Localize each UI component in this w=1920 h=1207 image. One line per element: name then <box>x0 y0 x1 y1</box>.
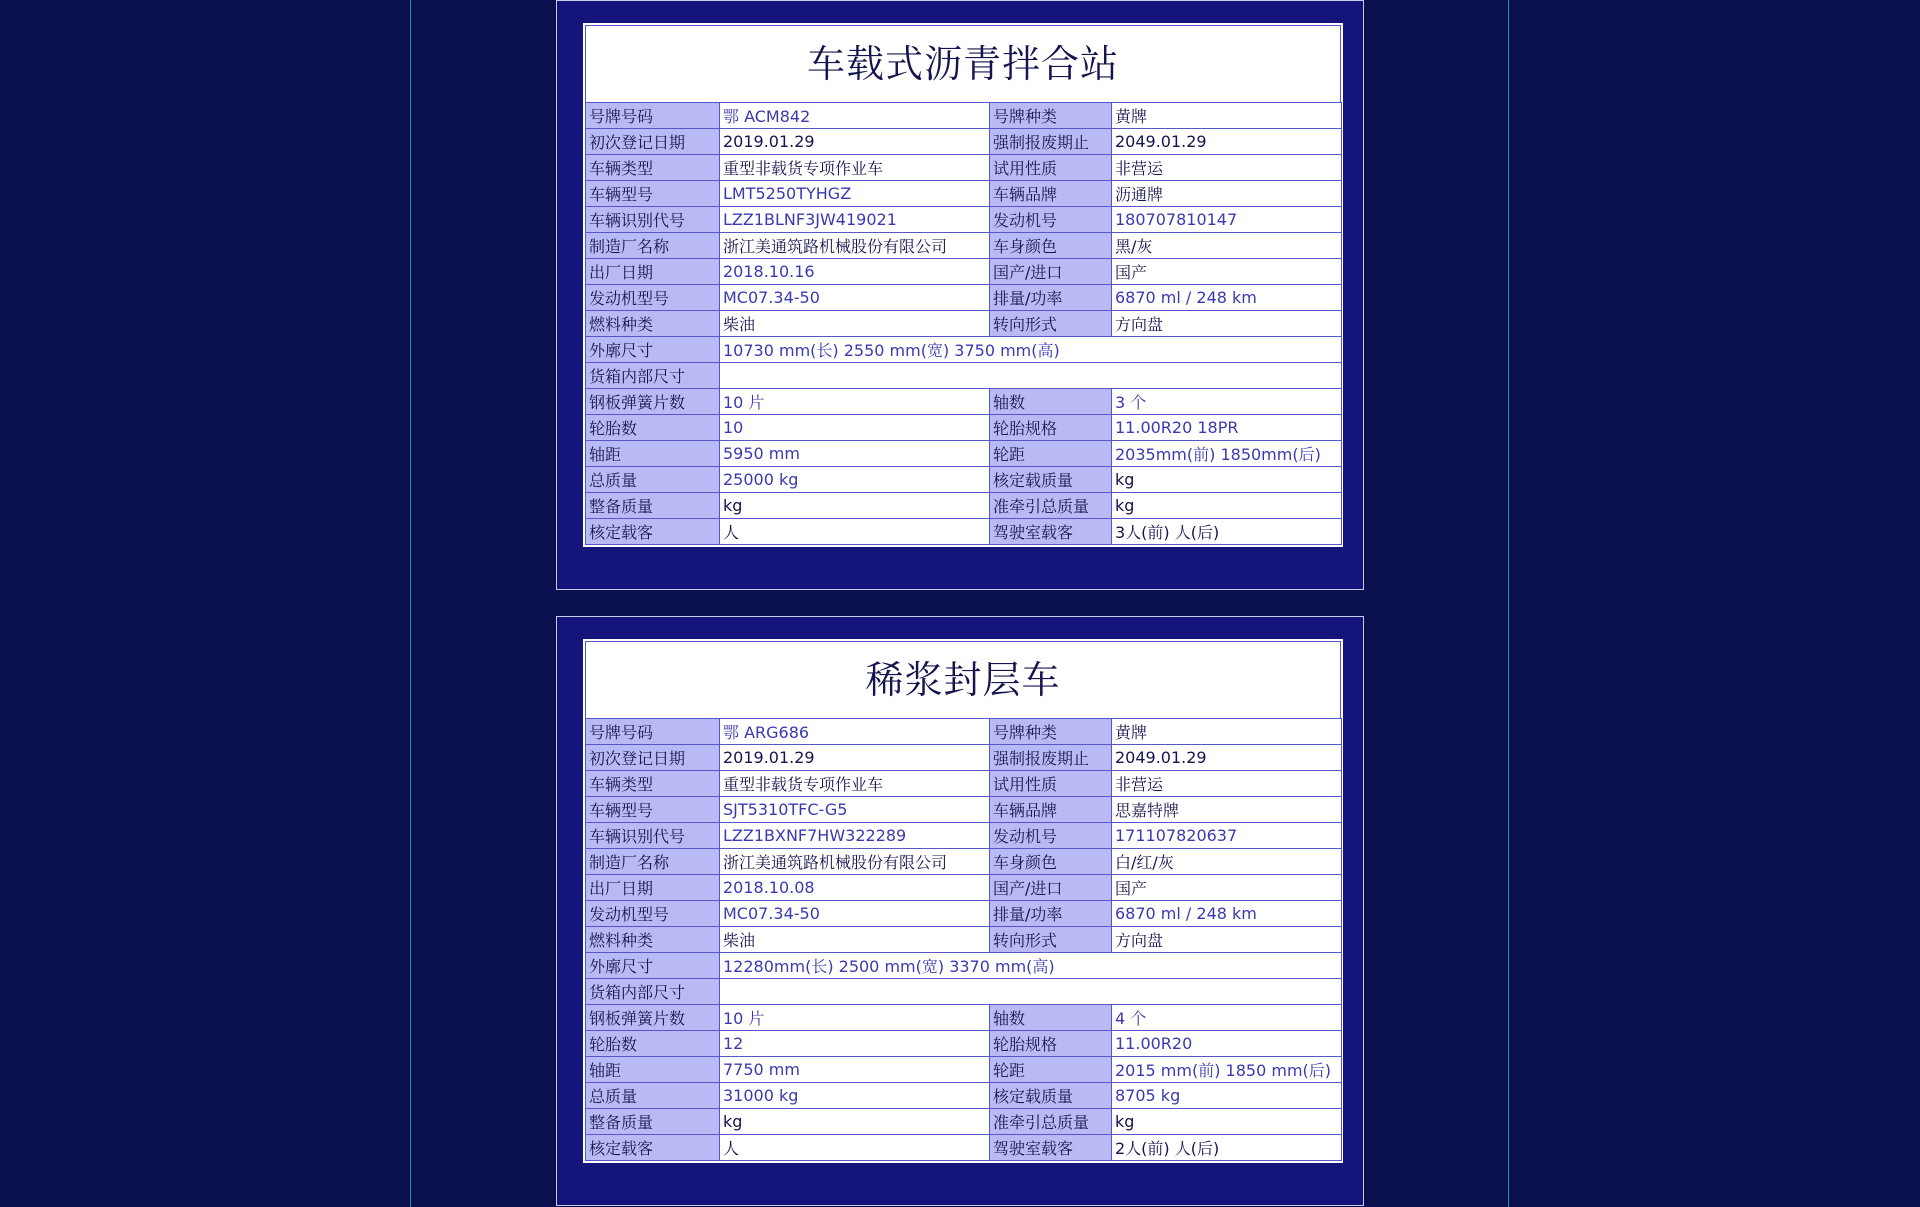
table-row <box>586 1083 1342 1109</box>
axles-value: 4 个 <box>1112 1005 1342 1031</box>
tire-spec-label: 轮胎规格 <box>990 1031 1112 1057</box>
wheelbase-label: 轴距 <box>586 1057 720 1083</box>
track-value: 2015 mm(前) 1850 mm(后) <box>1112 1057 1342 1083</box>
plate-type-value: 黄牌 <box>1112 719 1342 745</box>
engine-no-value: 171107820637 <box>1112 823 1342 849</box>
maker-label: 制造厂名称 <box>586 849 720 875</box>
tires-label: 轮胎数 <box>586 1031 720 1057</box>
tire-spec-label: 轮胎规格 <box>990 415 1112 441</box>
rated-load-label: 核定载质量 <box>990 467 1112 493</box>
springs-label: 钢板弹簧片数 <box>586 389 720 415</box>
mfg-date-value: 2018.10.08 <box>720 875 990 901</box>
scrap-date-value: 2049.01.29 <box>1112 745 1342 771</box>
table-row <box>586 207 1342 233</box>
table-row <box>586 415 1342 441</box>
dims-value: 10730 mm(长) 2550 mm(宽) 3750 mm(高) <box>720 337 1342 363</box>
vehicle-card-2 <box>556 616 1364 1206</box>
passengers-label: 核定载客 <box>586 519 720 545</box>
curb-mass-value: kg <box>720 1109 990 1135</box>
model-label: 车辆型号 <box>586 797 720 823</box>
curb-mass-label: 整备质量 <box>586 1109 720 1135</box>
table-row <box>586 467 1342 493</box>
vehicle-type-label: 车辆类型 <box>586 771 720 797</box>
table-row <box>586 389 1342 415</box>
model-value: LMT5250TYHGZ <box>720 181 990 207</box>
table-row <box>586 823 1342 849</box>
engine-no-value: 180707810147 <box>1112 207 1342 233</box>
curb-mass-value: kg <box>720 493 990 519</box>
fuel-value: 柴油 <box>720 311 990 337</box>
vehicle-title: 稀浆封层车 <box>585 641 1341 718</box>
gross-mass-value: 31000 kg <box>720 1083 990 1109</box>
table-row <box>586 953 1342 979</box>
fuel-label: 燃料种类 <box>586 927 720 953</box>
tire-spec-value: 11.00R20 18PR <box>1112 415 1342 441</box>
vehicle-info-table <box>585 102 1342 545</box>
engine-model-label: 发动机型号 <box>586 901 720 927</box>
axles-label: 轴数 <box>990 389 1112 415</box>
cab-label: 驾驶室载客 <box>990 1135 1112 1161</box>
scrap-date-label: 强制报废期止 <box>990 129 1112 155</box>
plate-no-value: 鄂 ARG686 <box>720 719 990 745</box>
tow-mass-label: 准牵引总质量 <box>990 1109 1112 1135</box>
model-value: SJT5310TFC-G5 <box>720 797 990 823</box>
table-row <box>586 1005 1342 1031</box>
power-label: 排量/功率 <box>990 285 1112 311</box>
passengers-label: 核定载客 <box>586 1135 720 1161</box>
table-row <box>586 797 1342 823</box>
cargo-dims-label: 货箱内部尺寸 <box>586 979 720 1005</box>
vehicle-info-table <box>585 718 1342 1161</box>
power-label: 排量/功率 <box>990 901 1112 927</box>
table-row <box>586 363 1342 389</box>
brand-value: 沥通牌 <box>1112 181 1342 207</box>
brand-label: 车辆品牌 <box>990 797 1112 823</box>
usage-label: 试用性质 <box>990 771 1112 797</box>
plate-no-label: 号牌号码 <box>586 103 720 129</box>
table-row <box>586 441 1342 467</box>
origin-value: 国产 <box>1112 875 1342 901</box>
table-row <box>586 771 1342 797</box>
plate-no-label: 号牌号码 <box>586 719 720 745</box>
table-row <box>586 311 1342 337</box>
reg-date-value: 2019.01.29 <box>720 745 990 771</box>
table-row <box>586 849 1342 875</box>
table-row <box>586 1031 1342 1057</box>
table-row <box>586 745 1342 771</box>
gross-mass-value: 25000 kg <box>720 467 990 493</box>
origin-label: 国产/进口 <box>990 259 1112 285</box>
power-value: 6870 ml / 248 km <box>1112 285 1342 311</box>
power-value: 6870 ml / 248 km <box>1112 901 1342 927</box>
gross-mass-label: 总质量 <box>586 1083 720 1109</box>
reg-date-value: 2019.01.29 <box>720 129 990 155</box>
vin-value: LZZ1BXNF7HW322289 <box>720 823 990 849</box>
vin-label: 车辆识别代号 <box>586 207 720 233</box>
tires-value: 10 <box>720 415 990 441</box>
passengers-value: 人 <box>720 519 990 545</box>
reg-date-label: 初次登记日期 <box>586 745 720 771</box>
maker-value: 浙江美通筑路机械股份有限公司 <box>720 233 990 259</box>
track-label: 轮距 <box>990 1057 1112 1083</box>
brand-label: 车辆品牌 <box>990 181 1112 207</box>
engine-model-value: MC07.34-50 <box>720 901 990 927</box>
table-row <box>586 155 1342 181</box>
table-row <box>586 103 1342 129</box>
tires-label: 轮胎数 <box>586 415 720 441</box>
mfg-date-label: 出厂日期 <box>586 875 720 901</box>
vehicle-sheet <box>583 23 1343 547</box>
table-row <box>586 493 1342 519</box>
springs-value: 10 片 <box>720 1005 990 1031</box>
table-row <box>586 259 1342 285</box>
tow-mass-value: kg <box>1112 493 1342 519</box>
vehicle-type-label: 车辆类型 <box>586 155 720 181</box>
wheelbase-value: 7750 mm <box>720 1057 990 1083</box>
steering-label: 转向形式 <box>990 311 1112 337</box>
scrap-date-label: 强制报废期止 <box>990 745 1112 771</box>
plate-type-label: 号牌种类 <box>990 103 1112 129</box>
mfg-date-label: 出厂日期 <box>586 259 720 285</box>
passengers-value: 人 <box>720 1135 990 1161</box>
plate-no-value: 鄂 ACM842 <box>720 103 990 129</box>
scrap-date-value: 2049.01.29 <box>1112 129 1342 155</box>
springs-value: 10 片 <box>720 389 990 415</box>
cab-value: 3人(前) 人(后) <box>1112 519 1342 545</box>
table-row <box>586 1057 1342 1083</box>
tires-value: 12 <box>720 1031 990 1057</box>
steering-value: 方向盘 <box>1112 927 1342 953</box>
mfg-date-value: 2018.10.16 <box>720 259 990 285</box>
table-row <box>586 1135 1342 1161</box>
steering-value: 方向盘 <box>1112 311 1342 337</box>
axles-value: 3 个 <box>1112 389 1342 415</box>
vin-label: 车辆识别代号 <box>586 823 720 849</box>
vehicle-type-value: 重型非载货专项作业车 <box>720 771 990 797</box>
maker-value: 浙江美通筑路机械股份有限公司 <box>720 849 990 875</box>
table-row <box>586 285 1342 311</box>
table-row <box>586 337 1342 363</box>
cargo-dims-label: 货箱内部尺寸 <box>586 363 720 389</box>
engine-model-value: MC07.34-50 <box>720 285 990 311</box>
table-row <box>586 719 1342 745</box>
right-guide-line <box>1508 0 1509 1207</box>
table-row <box>586 927 1342 953</box>
cargo-dims-value <box>720 979 1342 1005</box>
table-row <box>586 875 1342 901</box>
cab-label: 驾驶室载客 <box>990 519 1112 545</box>
rated-load-value: kg <box>1112 467 1342 493</box>
gross-mass-label: 总质量 <box>586 467 720 493</box>
curb-mass-label: 整备质量 <box>586 493 720 519</box>
origin-value: 国产 <box>1112 259 1342 285</box>
plate-type-label: 号牌种类 <box>990 719 1112 745</box>
origin-label: 国产/进口 <box>990 875 1112 901</box>
color-label: 车身颜色 <box>990 233 1112 259</box>
fuel-value: 柴油 <box>720 927 990 953</box>
vin-value: LZZ1BLNF3JW419021 <box>720 207 990 233</box>
wheelbase-value: 5950 mm <box>720 441 990 467</box>
model-label: 车辆型号 <box>586 181 720 207</box>
cargo-dims-value <box>720 363 1342 389</box>
plate-type-value: 黄牌 <box>1112 103 1342 129</box>
steering-label: 转向形式 <box>990 927 1112 953</box>
tow-mass-label: 准牵引总质量 <box>990 493 1112 519</box>
reg-date-label: 初次登记日期 <box>586 129 720 155</box>
engine-no-label: 发动机号 <box>990 823 1112 849</box>
color-value: 白/红/灰 <box>1112 849 1342 875</box>
engine-model-label: 发动机型号 <box>586 285 720 311</box>
axles-label: 轴数 <box>990 1005 1112 1031</box>
vehicle-card-1 <box>556 0 1364 590</box>
rated-load-label: 核定载质量 <box>990 1083 1112 1109</box>
tow-mass-value: kg <box>1112 1109 1342 1135</box>
vehicle-sheet <box>583 639 1343 1163</box>
engine-no-label: 发动机号 <box>990 207 1112 233</box>
brand-value: 思嘉特牌 <box>1112 797 1342 823</box>
springs-label: 钢板弹簧片数 <box>586 1005 720 1031</box>
vehicle-title: 车载式沥青拌合站 <box>585 25 1341 102</box>
table-row <box>586 519 1342 545</box>
track-value: 2035mm(前) 1850mm(后) <box>1112 441 1342 467</box>
rated-load-value: 8705 kg <box>1112 1083 1342 1109</box>
color-label: 车身颜色 <box>990 849 1112 875</box>
table-row <box>586 979 1342 1005</box>
dims-label: 外廓尺寸 <box>586 953 720 979</box>
usage-label: 试用性质 <box>990 155 1112 181</box>
table-row <box>586 233 1342 259</box>
table-row <box>586 129 1342 155</box>
usage-value: 非营运 <box>1112 155 1342 181</box>
vehicle-type-value: 重型非载货专项作业车 <box>720 155 990 181</box>
dims-label: 外廓尺寸 <box>586 337 720 363</box>
cab-value: 2人(前) 人(后) <box>1112 1135 1342 1161</box>
table-row <box>586 901 1342 927</box>
color-value: 黑/灰 <box>1112 233 1342 259</box>
wheelbase-label: 轴距 <box>586 441 720 467</box>
dims-value: 12280mm(长) 2500 mm(宽) 3370 mm(高) <box>720 953 1342 979</box>
left-guide-line <box>410 0 411 1207</box>
usage-value: 非营运 <box>1112 771 1342 797</box>
maker-label: 制造厂名称 <box>586 233 720 259</box>
track-label: 轮距 <box>990 441 1112 467</box>
table-row <box>586 181 1342 207</box>
tire-spec-value: 11.00R20 <box>1112 1031 1342 1057</box>
fuel-label: 燃料种类 <box>586 311 720 337</box>
table-row <box>586 1109 1342 1135</box>
